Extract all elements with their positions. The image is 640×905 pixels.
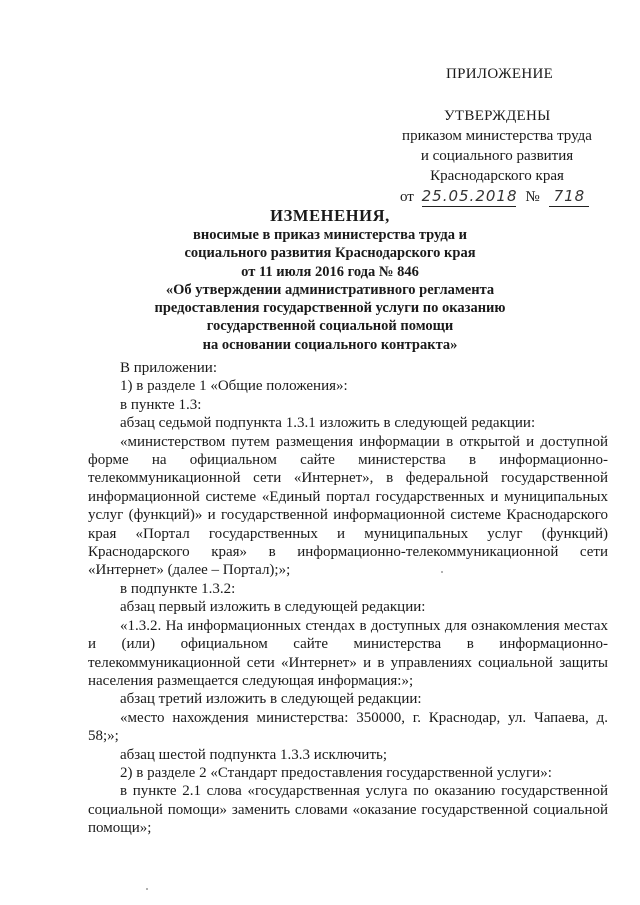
handwritten-date: 25.05.2018 xyxy=(421,187,518,205)
scan-speck xyxy=(146,888,148,890)
handwritten-number: 718 xyxy=(549,186,589,207)
body-paragraph: «место нахождения министерства: 350000, г. Краснодар, ул. Чапаева, д. 58;»; xyxy=(88,709,608,745)
heading-line: «Об утверждении административного регламента xyxy=(165,281,495,298)
heading-line: на основании социального контракта» xyxy=(202,336,458,353)
heading-line: государственной социальной помощи xyxy=(206,318,454,335)
approval-line: приказом министерства труда xyxy=(402,128,592,144)
heading-line: от 11 июля 2016 года № 846 xyxy=(241,263,419,280)
heading-line: предоставления государственной услуги по оказанию xyxy=(154,300,506,317)
order-date-line xyxy=(392,186,602,207)
scan-speck xyxy=(441,571,443,573)
document-body xyxy=(88,359,608,838)
body-paragraph: абзац первый изложить в следующей редакции: xyxy=(120,599,426,616)
body-paragraph: «1.3.2. На информационных стендах в доступных для ознакомления местах и (или) официальном сайте министерства в информационно-телекоммуникационной сети «Интернет» и в управлениях социальной защиты населения размещается следующая информация:»; xyxy=(88,617,608,689)
body-paragraph: в подпункте 1.3.2: xyxy=(120,580,236,597)
approval-line: Краснодарского края xyxy=(430,168,564,184)
date-prefix: от xyxy=(400,189,414,205)
body-paragraph: В приложении: xyxy=(120,360,217,376)
appendix-label: ПРИЛОЖЕНИЕ xyxy=(446,66,554,82)
body-paragraph: абзац шестой подпункта 1.3.3 исключить; xyxy=(120,746,388,763)
heading-title: ИЗМЕНЕНИЯ, xyxy=(270,206,390,225)
body-paragraph: абзац третий изложить в следующей редакции: xyxy=(120,691,422,708)
heading-line: социального развития Краснодарского края xyxy=(184,245,476,262)
body-paragraph: 1) в разделе 1 «Общие положения»: xyxy=(120,378,348,395)
document-heading xyxy=(120,206,540,354)
body-paragraph: в пункте 1.3: xyxy=(120,396,202,413)
approved-label: УТВЕРЖДЕНЫ xyxy=(444,108,551,124)
body-paragraph: «министерством путем размещения информации в открытой и доступной форме на официальном сайте министерства в информационно-телекоммуникационной сети «Интернет», в федеральной государственной информационной системе «Единый портал государственных и муниципальных услуг (функций)» и государственной информационной системе Краснодарского края «Портал государственных и муниципальных услуг (функций) Краснодарского края» в информационно-телекоммуникационной сети «Интернет» (далее – Портал);»; xyxy=(88,433,608,579)
body-paragraph: в пункте 2.1 слова «государственная услуга по оказанию государственной социальной помощи» заменить словами «оказание государственной социальной помощи»; xyxy=(88,783,608,837)
heading-line: вносимые в приказ министерства труда и xyxy=(193,227,467,243)
body-paragraph: абзац седьмой подпункта 1.3.1 изложить в следующей редакции: xyxy=(120,415,536,432)
approval-line: и социального развития xyxy=(420,148,574,164)
body-paragraph: 2) в разделе 2 «Стандарт предоставления государственной услуги»: xyxy=(120,764,552,781)
number-prefix: № xyxy=(525,189,540,205)
approval-block xyxy=(392,106,602,207)
